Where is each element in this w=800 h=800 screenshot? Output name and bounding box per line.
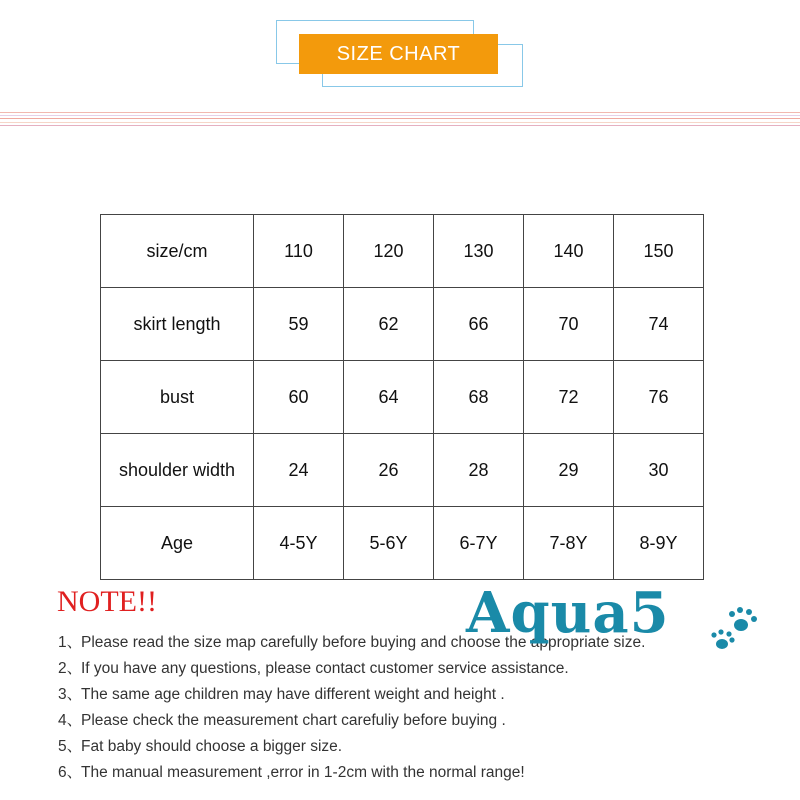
- row-label-cell: skirt length: [101, 288, 254, 361]
- note-item-text: Fat baby should choose a bigger size.: [81, 738, 343, 755]
- size-table: [100, 214, 704, 580]
- table-cell: 120: [344, 215, 434, 288]
- table-cell: 24: [254, 434, 344, 507]
- table-cell: 74: [614, 288, 704, 361]
- logo-text: Aqua5: [466, 582, 670, 646]
- row-label-cell: size/cm: [101, 215, 254, 288]
- note-item: [58, 734, 645, 760]
- stripe-line: [0, 118, 800, 119]
- note-item-number: 4、: [58, 712, 83, 729]
- table-cell: 62: [344, 288, 434, 361]
- table-cell: 68: [434, 361, 524, 434]
- table-row: [101, 507, 704, 580]
- size-chart-header: [276, 20, 524, 88]
- table-cell: 130: [434, 215, 524, 288]
- stripe-line: [0, 122, 800, 123]
- note-item: [58, 708, 645, 734]
- row-label-cell: Age: [160, 532, 194, 553]
- table-cell: 59: [254, 288, 344, 361]
- row-label-cell: bust: [101, 361, 254, 434]
- table-row: [101, 361, 704, 434]
- decorative-stripes: [0, 112, 800, 128]
- note-item-text: The same age children may have different weight and height .: [81, 686, 505, 703]
- note-item-number: 3、: [58, 686, 83, 703]
- note-item-number: 6、: [58, 764, 83, 781]
- note-item-text: If you have any questions, please contact customer service assistance.: [81, 660, 569, 677]
- table-cell: 70: [524, 288, 614, 361]
- table-cell: 28: [434, 434, 524, 507]
- table-row: [101, 215, 704, 288]
- table-cell: 26: [344, 434, 434, 507]
- table-cell: 72: [524, 361, 614, 434]
- size-chart-title: SIZE CHART: [299, 34, 498, 74]
- note-item-number: 5、: [58, 738, 83, 755]
- note-item: [58, 682, 645, 708]
- table-cell: 30: [614, 434, 704, 507]
- note-item-number: 2、: [58, 660, 83, 677]
- table-cell: 140: [524, 215, 614, 288]
- table-row: [101, 288, 704, 361]
- note-item-number: 1、: [58, 634, 83, 651]
- note-item: [58, 760, 645, 786]
- aqua5-logo: [464, 582, 764, 660]
- note-title: NOTE!!: [57, 585, 157, 618]
- note-item-text: Please check the measurement chart carefuliy before buying .: [81, 712, 506, 729]
- table-cell: 8-9Y: [614, 507, 704, 580]
- table-cell: 76: [614, 361, 704, 434]
- table-cell: 5-6Y: [344, 507, 434, 580]
- note-item-text: Please read the size map carefully before buying and choose the appropriate size.: [81, 634, 646, 651]
- table-cell: 64: [344, 361, 434, 434]
- table-cell: 60: [254, 361, 344, 434]
- stripe-line: [0, 112, 800, 113]
- table-cell: 29: [524, 434, 614, 507]
- table-cell: 7-8Y: [524, 507, 614, 580]
- table-cell: 6-7Y: [434, 507, 524, 580]
- table-cell: 150: [614, 215, 704, 288]
- table-cell: 4-5Y: [254, 507, 344, 580]
- table-cell: 110: [254, 215, 344, 288]
- paw-print-icon: [711, 607, 757, 649]
- note-item-text: The manual measurement ,error in 1-2cm with the normal range!: [81, 764, 525, 781]
- table-cell: 66: [434, 288, 524, 361]
- stripe-line: [0, 115, 800, 116]
- table-row: [101, 434, 704, 507]
- row-label-cell: shoulder width: [101, 434, 254, 507]
- stripe-line: [0, 125, 800, 126]
